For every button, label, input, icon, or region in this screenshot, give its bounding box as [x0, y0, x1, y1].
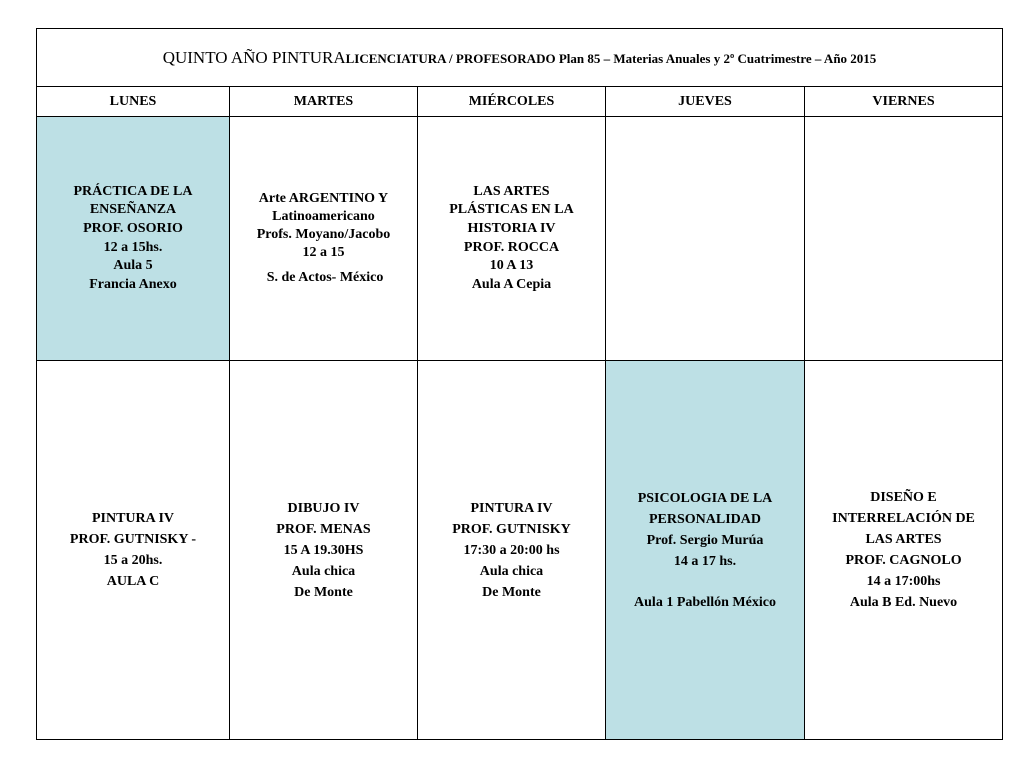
- class-line: Prof. Sergio Murúa: [646, 532, 764, 548]
- schedule-row-1: [37, 117, 1003, 361]
- class-line: PROF. GUTNISKY -: [69, 532, 197, 547]
- class-line: 15 A 19.30HS: [283, 542, 364, 558]
- class-line: 14 a 17:00hs: [866, 574, 941, 589]
- class-line: LAS ARTES: [865, 532, 942, 547]
- class-line: 14 a 17 hs.: [673, 553, 737, 569]
- cell-miercoles-1: [418, 117, 606, 361]
- title-sub: LICENCIATURA / PROFESORADO Plan 85 – Materias Anuales y 2º Cuatrimestre – Año 2015: [345, 50, 877, 66]
- class-line: Arte ARGENTINO Y: [258, 190, 389, 206]
- cell-jueves-1: [606, 117, 805, 361]
- class-line: PROF. ROCCA: [463, 239, 560, 255]
- class-line: PINTURA IV: [470, 500, 553, 516]
- class-line: PROF. OSORIO: [83, 220, 183, 236]
- class-line: 10 A 13: [489, 258, 534, 274]
- class-line: DISEÑO E: [870, 490, 937, 505]
- day-header-viernes: VIERNES: [805, 87, 1003, 117]
- class-line: Aula A Cepia: [471, 276, 552, 292]
- class-line: PLÁSTICAS EN LA: [449, 202, 574, 218]
- page-title: [37, 29, 1003, 87]
- class-line: Aula 5: [113, 258, 153, 274]
- class-line: S. de Actos- México: [266, 269, 384, 285]
- title-row: [37, 29, 1003, 87]
- class-line: AULA C: [106, 574, 160, 589]
- cell-lunes-2: [37, 361, 230, 740]
- day-header-jueves: JUEVES: [606, 87, 805, 117]
- class-line: 12 a 15hs.: [103, 239, 163, 255]
- class-line: Aula chica: [291, 563, 356, 579]
- class-line: PROF. CAGNOLO: [845, 553, 962, 568]
- class-line: 15 a 20hs.: [103, 553, 163, 568]
- class-line: LAS ARTES: [473, 183, 550, 199]
- class-line: PSICOLOGIA DE LA: [637, 490, 773, 506]
- class-line: PRÁCTICA DE LA: [73, 183, 193, 199]
- day-header-martes: MARTES: [230, 87, 418, 117]
- class-line: 17:30 a 20:00 hs: [463, 542, 560, 558]
- class-line: PINTURA IV: [91, 511, 175, 526]
- day-header-lunes: LUNES: [37, 87, 230, 117]
- class-line: Aula B Ed. Nuevo: [849, 595, 958, 610]
- days-header-row: [37, 87, 1003, 117]
- schedule-table: [36, 28, 1003, 740]
- cell-viernes-2: [805, 361, 1003, 740]
- class-line: Profs. Moyano/Jacobo: [256, 227, 391, 243]
- blank-line: [610, 572, 800, 592]
- class-line: Francia Anexo: [89, 276, 177, 292]
- cell-jueves-2: [606, 361, 805, 740]
- schedule-row-2: [37, 361, 1003, 740]
- class-line: PROF. GUTNISKY: [452, 521, 571, 537]
- day-header-miercoles: MIÉRCOLES: [418, 87, 606, 117]
- class-line: 12 a 15: [302, 245, 345, 261]
- cell-martes-1: [230, 117, 418, 361]
- class-line: De Monte: [294, 584, 353, 600]
- class-line: De Monte: [482, 584, 541, 600]
- cell-miercoles-2: [418, 361, 606, 740]
- cell-viernes-1: [805, 117, 1003, 361]
- class-line: Latinoamericano: [272, 209, 375, 224]
- cell-lunes-1: [37, 117, 230, 361]
- class-line: PROF. MENAS: [276, 521, 371, 537]
- cell-martes-2: [230, 361, 418, 740]
- class-line: HISTORIA IV: [467, 220, 556, 236]
- class-line: Aula chica: [479, 563, 544, 579]
- class-line: PERSONALIDAD: [648, 511, 761, 527]
- class-line: Aula 1 Pabellón México: [634, 594, 776, 610]
- class-line: DIBUJO IV: [287, 500, 360, 516]
- class-line: ENSEÑANZA: [89, 202, 177, 218]
- title-main: QUINTO AÑO PINTURA: [162, 47, 346, 67]
- class-line: INTERRELACIÓN DE: [832, 511, 975, 526]
